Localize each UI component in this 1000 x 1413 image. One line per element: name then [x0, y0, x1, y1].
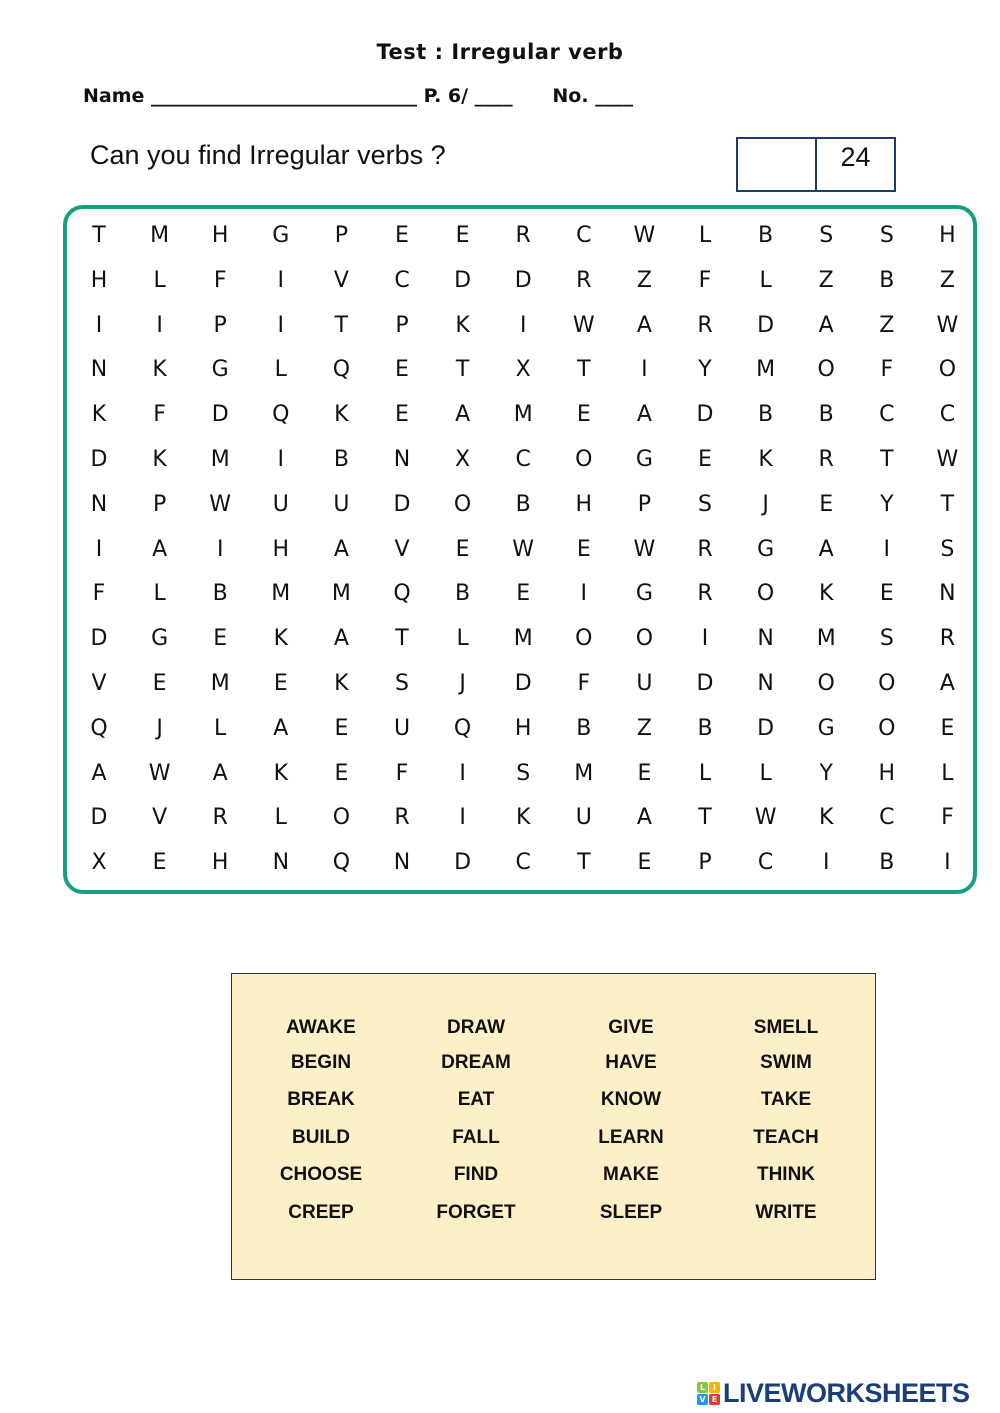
grid-letter[interactable]: D	[393, 491, 411, 517]
grid-letter[interactable]: L	[759, 267, 772, 293]
grid-letter[interactable]: O	[453, 491, 472, 517]
word-list-item: TEACH	[753, 1127, 819, 1148]
grid-letter[interactable]: E	[273, 671, 288, 696]
grid-letter[interactable]: J	[156, 715, 163, 741]
grid-letter[interactable]: K	[818, 581, 834, 607]
grid-letter[interactable]: S	[940, 536, 955, 562]
grid-letter[interactable]: S	[879, 626, 894, 652]
grid-letter[interactable]: G	[211, 357, 229, 383]
grid-letter[interactable]: I	[277, 267, 285, 293]
grid-letter[interactable]: C	[515, 850, 531, 876]
grid-letter[interactable]: K	[515, 805, 531, 831]
grid-letter[interactable]: X	[455, 447, 471, 472]
grid-letter[interactable]: L	[274, 357, 287, 383]
grid-letter[interactable]: O	[878, 715, 896, 741]
grid-letter[interactable]: K	[758, 447, 773, 472]
grid-letter[interactable]: F	[577, 671, 591, 696]
grid-letter[interactable]: I	[277, 447, 285, 472]
grid-letter[interactable]: L	[214, 715, 227, 741]
grid-letter[interactable]: D	[90, 447, 108, 472]
grid-letter[interactable]: D	[757, 715, 775, 741]
grid-letter[interactable]: I	[944, 850, 951, 876]
grid-letter[interactable]: I	[216, 536, 224, 562]
grid-letter[interactable]: B	[455, 581, 471, 607]
grid-letter[interactable]: A	[818, 312, 834, 338]
grid-letter[interactable]: C	[576, 223, 592, 248]
grid-letter[interactable]: T	[577, 357, 591, 383]
grid-letter[interactable]: K	[152, 357, 167, 383]
grid-letter[interactable]: Y	[880, 491, 894, 517]
grid-letter[interactable]: G	[635, 581, 653, 607]
grid-letter[interactable]: N	[90, 357, 108, 383]
grid-letter[interactable]: M	[816, 626, 836, 652]
grid-letter[interactable]: D	[514, 671, 532, 696]
grid-letter[interactable]: W	[512, 536, 535, 562]
grid-letter[interactable]: W	[148, 760, 171, 786]
grid-letter[interactable]: F	[698, 267, 712, 293]
grid-letter[interactable]: I	[519, 312, 527, 338]
grid-letter[interactable]: R	[697, 312, 713, 338]
grid-letter[interactable]: R	[212, 805, 228, 831]
grid-letter[interactable]: Q	[332, 850, 351, 876]
logo-badge-letter: L	[697, 1382, 708, 1393]
grid-letter[interactable]: K	[334, 671, 349, 696]
grid-letter[interactable]: Z	[636, 715, 652, 741]
grid-letter[interactable]: B	[576, 715, 592, 741]
grid-letter[interactable]: O	[878, 671, 896, 696]
grid-letter[interactable]: T	[577, 850, 591, 876]
grid-letter[interactable]: D	[696, 671, 714, 696]
grid-letter[interactable]: B	[758, 402, 774, 428]
grid-letter[interactable]: K	[273, 760, 289, 786]
grid-letter[interactable]: T	[880, 447, 894, 472]
grid-letter[interactable]: C	[394, 267, 410, 293]
grid-letter[interactable]: S	[698, 491, 712, 517]
grid-letter[interactable]: E	[940, 715, 955, 741]
grid-letter[interactable]: H	[575, 491, 593, 517]
grid-letter[interactable]: D	[211, 402, 229, 428]
grid-letter[interactable]: I	[883, 536, 891, 562]
grid-letter[interactable]: L	[941, 760, 954, 786]
grid-letter[interactable]: Q	[453, 715, 472, 741]
grid-letter[interactable]: N	[939, 581, 956, 607]
instruction-text: Can you find Irregular verbs ?	[90, 140, 446, 170]
grid-letter[interactable]: H	[272, 536, 290, 562]
grid-letter[interactable]: H	[939, 223, 956, 248]
grid-letter[interactable]: U	[575, 805, 592, 831]
word-list-item: AWAKE	[286, 1017, 356, 1038]
word-list-item: HAVE	[605, 1052, 657, 1073]
grid-letter[interactable]: U	[333, 491, 350, 517]
word-list-item: DRAW	[446, 1017, 506, 1038]
grid-letter[interactable]: P	[334, 223, 349, 248]
grid-letter[interactable]: X	[91, 850, 107, 876]
grid-letter[interactable]: D	[757, 312, 775, 338]
grid-letter[interactable]: B	[879, 850, 895, 876]
grid-letter[interactable]: J	[762, 491, 769, 517]
grid-letter[interactable]: B	[515, 491, 531, 517]
word-list-item: DREAM	[441, 1052, 511, 1073]
word-list-item: TAKE	[760, 1089, 812, 1110]
grid-letter[interactable]: R	[697, 536, 713, 562]
grid-letter[interactable]: A	[636, 312, 652, 338]
word-list-item: SMELL	[753, 1017, 819, 1038]
grid-letter[interactable]: A	[636, 402, 652, 428]
grid-letter[interactable]: W	[936, 312, 959, 338]
grid-letter[interactable]: E	[395, 357, 409, 383]
grid-letter[interactable]: O	[817, 357, 835, 383]
grid-letter[interactable]: N	[90, 491, 108, 517]
grid-letter[interactable]: L	[759, 760, 772, 786]
word-list-item: CREEP	[288, 1202, 354, 1223]
grid-letter[interactable]: N	[393, 850, 411, 876]
grid-letter[interactable]: M	[331, 581, 351, 607]
grid-letter[interactable]: A	[455, 402, 471, 428]
grid-letter[interactable]: E	[334, 715, 349, 741]
grid-letter[interactable]: A	[333, 536, 349, 562]
grid-letter[interactable]: I	[95, 536, 103, 562]
grid-letter[interactable]: D	[514, 267, 532, 293]
grid-letter[interactable]: L	[274, 805, 287, 831]
grid-letter[interactable]: I	[459, 805, 466, 831]
logo-text: LIVEWORKSHEETS	[723, 1378, 970, 1408]
grid-letter[interactable]: A	[152, 536, 168, 562]
grid-letter[interactable]: C	[939, 402, 956, 428]
grid-letter[interactable]: D	[90, 626, 108, 652]
grid-letter[interactable]: F	[153, 402, 166, 428]
grid-letter[interactable]: D	[454, 850, 472, 876]
grid-letter[interactable]: V	[394, 536, 410, 562]
grid-letter[interactable]: O	[332, 805, 351, 831]
grid-letter[interactable]: M	[150, 223, 170, 248]
grid-letter[interactable]: N	[757, 626, 774, 652]
grid-letter[interactable]: Z	[636, 267, 652, 293]
score-total: 24	[840, 142, 871, 172]
word-list-item: THINK	[756, 1164, 816, 1185]
grid-letter[interactable]: T	[92, 223, 106, 248]
grid-letter[interactable]: E	[576, 536, 591, 562]
grid-letter[interactable]: M	[513, 402, 533, 428]
grid-letter[interactable]: R	[818, 447, 834, 472]
grid-letter[interactable]: E	[455, 536, 470, 562]
grid-letter[interactable]: O	[938, 357, 957, 383]
grid-letter[interactable]: M	[513, 626, 533, 652]
grid-letter[interactable]: X	[515, 357, 531, 383]
grid-letter[interactable]: E	[879, 581, 894, 607]
grid-letter[interactable]: J	[459, 671, 466, 696]
grid-letter[interactable]: H	[90, 267, 108, 293]
word-list-item: WRITE	[755, 1202, 817, 1223]
grid-letter[interactable]: A	[212, 760, 228, 786]
grid-letter[interactable]: H	[514, 715, 532, 741]
grid-letter[interactable]: L	[698, 223, 712, 248]
logo-badge-letter: V	[697, 1394, 708, 1405]
grid-letter[interactable]: B	[879, 267, 895, 293]
score-box	[736, 137, 896, 192]
grid-letter[interactable]: N	[272, 850, 290, 876]
grid-letter[interactable]: G	[272, 223, 290, 248]
grid-letter[interactable]: M	[210, 447, 230, 472]
grid-letter[interactable]: U	[393, 715, 411, 741]
grid-letter[interactable]: N	[393, 447, 411, 472]
grid-letter[interactable]: L	[456, 626, 469, 652]
word-list-box	[231, 973, 876, 1280]
grid-letter[interactable]: H	[211, 850, 229, 876]
grid-letter[interactable]: B	[212, 581, 228, 607]
grid-letter[interactable]: G	[757, 536, 775, 562]
grid-letter[interactable]: W	[633, 223, 656, 248]
grid-letter[interactable]: M	[756, 357, 776, 383]
word-list-item: GIVE	[608, 1017, 654, 1038]
grid-letter[interactable]: I	[822, 850, 830, 876]
grid-letter[interactable]: A	[939, 671, 955, 696]
grid-letter[interactable]: I	[459, 760, 466, 786]
grid-letter[interactable]: Z	[879, 312, 895, 338]
grid-letter[interactable]: K	[91, 402, 107, 428]
grid-letter[interactable]: I	[156, 312, 163, 338]
grid-letter[interactable]: E	[576, 402, 591, 428]
grid-letter[interactable]: F	[395, 760, 409, 786]
grid-letter[interactable]: S	[516, 760, 531, 786]
word-list-item: FALL	[452, 1127, 500, 1148]
score-obtained[interactable]	[738, 139, 817, 190]
grid-letter[interactable]: P	[698, 850, 712, 876]
grid-letter[interactable]: K	[818, 805, 834, 831]
grid-letter[interactable]: E	[395, 402, 409, 428]
grid-letter[interactable]: O	[635, 626, 654, 652]
grid-letter[interactable]: W	[754, 805, 777, 831]
grid-letter[interactable]: I	[277, 312, 285, 338]
grid-letter[interactable]: T	[455, 357, 470, 383]
word-list-item: CHOOSE	[279, 1164, 363, 1185]
grid-letter[interactable]: C	[879, 402, 895, 428]
grid-letter[interactable]: R	[394, 805, 410, 831]
grid-letter[interactable]: I	[641, 357, 648, 383]
grid-letter[interactable]: Q	[393, 581, 411, 607]
grid-letter[interactable]: M	[574, 760, 594, 786]
grid-letter[interactable]: G	[817, 715, 835, 741]
logo-badge-letter: E	[709, 1394, 720, 1405]
grid-letter[interactable]: A	[636, 805, 652, 831]
word-list-item: BREAK	[287, 1089, 355, 1110]
grid-letter[interactable]: A	[273, 715, 289, 741]
grid-letter[interactable]: K	[334, 402, 349, 428]
word-list-item: BEGIN	[290, 1052, 352, 1073]
grid-letter[interactable]: M	[271, 581, 291, 607]
word-list-item: FIND	[453, 1164, 499, 1185]
word-list-item: EAT	[457, 1089, 495, 1110]
grid-letter[interactable]: R	[576, 267, 592, 293]
word-list-item: SLEEP	[599, 1202, 663, 1223]
grid-letter[interactable]: N	[757, 671, 774, 696]
grid-letter[interactable]: W	[633, 536, 656, 562]
logo-badge-letter: I	[709, 1382, 720, 1393]
grid-letter[interactable]: C	[515, 447, 531, 472]
grid-letter[interactable]: E	[637, 760, 652, 786]
grid-letter[interactable]: L	[698, 760, 712, 786]
grid-letter[interactable]: T	[395, 626, 409, 652]
grid-letter[interactable]: F	[92, 581, 106, 607]
grid-letter[interactable]: W	[209, 491, 232, 517]
grid-letter[interactable]: Q	[90, 715, 108, 741]
grid-letter[interactable]: W	[936, 447, 959, 472]
grid-letter[interactable]: I	[95, 312, 103, 338]
grid-letter[interactable]: T	[940, 491, 955, 517]
grid-letter[interactable]: B	[758, 223, 774, 248]
grid-letter[interactable]: O	[575, 447, 593, 472]
grid-letter[interactable]: E	[213, 626, 228, 652]
grid-letter[interactable]: O	[575, 626, 593, 652]
grid-letter[interactable]: F	[213, 267, 227, 293]
grid-letter[interactable]: Z	[818, 267, 834, 293]
grid-letter[interactable]: T	[334, 312, 349, 338]
grid-letter[interactable]: C	[757, 850, 774, 876]
grid-letter[interactable]: Q	[332, 357, 351, 383]
grid-letter[interactable]: E	[698, 447, 712, 472]
grid-letter[interactable]: B	[333, 447, 349, 472]
grid-letter[interactable]: A	[818, 536, 834, 562]
grid-letter[interactable]: G	[635, 447, 653, 472]
word-list-item: MAKE	[603, 1164, 659, 1185]
grid-letter[interactable]: U	[272, 491, 289, 517]
grid-letter[interactable]: A	[91, 760, 107, 786]
grid-letter[interactable]: S	[819, 223, 834, 248]
grid-letter[interactable]: A	[333, 626, 349, 652]
word-list-item: SWIM	[760, 1052, 812, 1073]
grid-letter[interactable]: E	[152, 671, 167, 696]
grid-letter[interactable]: W	[572, 312, 595, 338]
grid-letter[interactable]: D	[90, 805, 108, 831]
grid-letter[interactable]: Q	[272, 402, 290, 428]
grid-letter[interactable]: Y	[819, 760, 833, 786]
grid-letter[interactable]: I	[701, 626, 709, 652]
grid-letter[interactable]: H	[878, 760, 896, 786]
grid-letter[interactable]: R	[697, 581, 713, 607]
grid-letter[interactable]: E	[334, 760, 349, 786]
grid-letter[interactable]: C	[879, 805, 895, 831]
grid-letter[interactable]: S	[395, 671, 409, 696]
grid-letter[interactable]: V	[91, 671, 107, 696]
word-list-item: LEARN	[598, 1127, 664, 1148]
grid-letter[interactable]: T	[698, 805, 712, 831]
grid-letter[interactable]: S	[879, 223, 894, 248]
grid-letter[interactable]: K	[273, 626, 289, 652]
grid-letter[interactable]: R	[939, 626, 956, 652]
grid-letter[interactable]: B	[818, 402, 834, 428]
grid-letter[interactable]: F	[941, 805, 954, 831]
grid-letter[interactable]: D	[454, 267, 472, 293]
grid-letter[interactable]: D	[696, 402, 714, 428]
word-search-grid[interactable]	[63, 205, 977, 894]
grid-letter[interactable]: P	[637, 491, 652, 517]
grid-letter[interactable]: G	[151, 626, 169, 652]
grid-letter[interactable]: F	[880, 357, 894, 383]
grid-letter[interactable]: Z	[939, 267, 955, 293]
grid-letter[interactable]: P	[152, 491, 167, 517]
grid-letter[interactable]: E	[395, 223, 409, 248]
grid-letter[interactable]: H	[211, 223, 229, 248]
grid-letter[interactable]: Y	[698, 357, 712, 383]
grid-letter[interactable]: V	[152, 805, 168, 831]
worksheet-title: Test : Irregular verb	[376, 40, 624, 64]
grid-letter[interactable]: E	[819, 491, 834, 517]
grid-letter[interactable]: O	[756, 581, 775, 607]
grid-letter[interactable]: K	[152, 447, 167, 472]
grid-letter[interactable]: V	[333, 267, 349, 293]
grid-letter[interactable]: B	[697, 715, 713, 741]
grid-letter[interactable]: U	[636, 671, 653, 696]
word-list-item: KNOW	[600, 1089, 662, 1110]
grid-letter[interactable]: R	[515, 223, 531, 248]
grid-letter[interactable]: E	[516, 581, 531, 607]
grid-letter[interactable]: L	[153, 267, 166, 293]
grid-letter[interactable]: P	[395, 312, 409, 338]
grid-letter[interactable]: O	[817, 671, 835, 696]
name-field-line[interactable]: Name ____________________________ P. 6/ ____ No. ____	[83, 85, 634, 107]
word-list-item: BUILD	[291, 1127, 351, 1148]
grid-letter[interactable]: K	[455, 312, 470, 338]
liveworksheets-logo	[697, 1378, 970, 1409]
logo-badge-icon	[697, 1382, 720, 1405]
grid-letter[interactable]: E	[455, 223, 470, 248]
grid-letter[interactable]: L	[153, 581, 166, 607]
grid-letter[interactable]: P	[213, 312, 227, 338]
grid-letter[interactable]: I	[580, 581, 588, 607]
word-list-item: FORGET	[436, 1202, 516, 1223]
grid-letter[interactable]: E	[637, 850, 652, 876]
grid-letter[interactable]: M	[210, 671, 230, 696]
grid-letter[interactable]: E	[152, 850, 167, 876]
